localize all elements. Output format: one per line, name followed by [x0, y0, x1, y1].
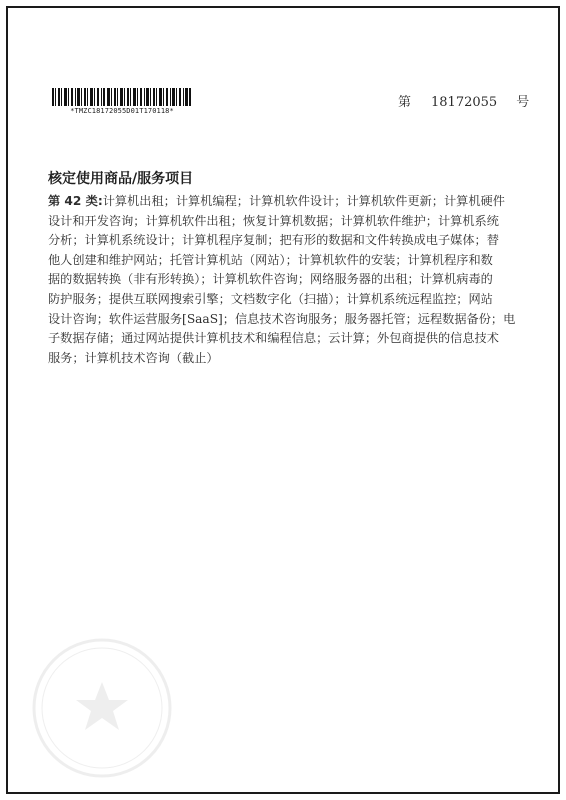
services-line: 防护服务；提供互联网搜索引擎；文档数字化（扫描）；计算机系统远程监控；网站 [48, 291, 493, 306]
services-line: 子数据存储；通过网站提供计算机技术和编程信息；云计算；外包商提供的信息技术 [48, 331, 499, 346]
page-border-top [6, 6, 560, 8]
registration-number [398, 91, 529, 110]
registration-prefix: 第 [398, 95, 412, 110]
services-list [48, 192, 523, 368]
services-line: 据的数据转换（非有形转换）；计算机软件咨询；网络服务器的出租；计算机病毒的 [48, 272, 493, 287]
registration-suffix: 号 [516, 95, 530, 110]
services-line: 设计和开发咨询；计算机软件出租；恢复计算机数据；计算机软件维护；计算机系统 [48, 213, 499, 228]
page-border-left [6, 6, 8, 794]
services-line: 服务；计算机技术咨询（截止） [48, 350, 219, 365]
barcode-block [52, 88, 192, 115]
services-line [48, 192, 523, 212]
page-border-right [558, 6, 560, 794]
class-label: 第 42 类: [48, 194, 103, 208]
services-line-text: 计算机出租；计算机编程；计算机软件设计；计算机软件更新；计算机硬件 [102, 194, 505, 208]
barcode-text: *TMZC18172055D01T170118* [70, 107, 174, 115]
services-line: 他人创建和维护网站；托管计算机站（网站）；计算机软件的安装；计算机程序和数 [48, 252, 493, 267]
services-line: 设计咨询；软件运营服务[SaaS]；信息技术咨询服务；服务器托管；远程数据备份；电 [48, 311, 516, 326]
services-line: 分析；计算机系统设计；计算机程序复制；把有形的数据和文件转换成电子媒体；替 [48, 233, 499, 248]
section-title: 核定使用商品/服务项目 [48, 171, 194, 187]
page-border-bottom [6, 792, 560, 794]
barcode-image [52, 88, 192, 106]
registration-number-value: 18172055 [431, 95, 498, 110]
official-seal-watermark [30, 636, 174, 780]
